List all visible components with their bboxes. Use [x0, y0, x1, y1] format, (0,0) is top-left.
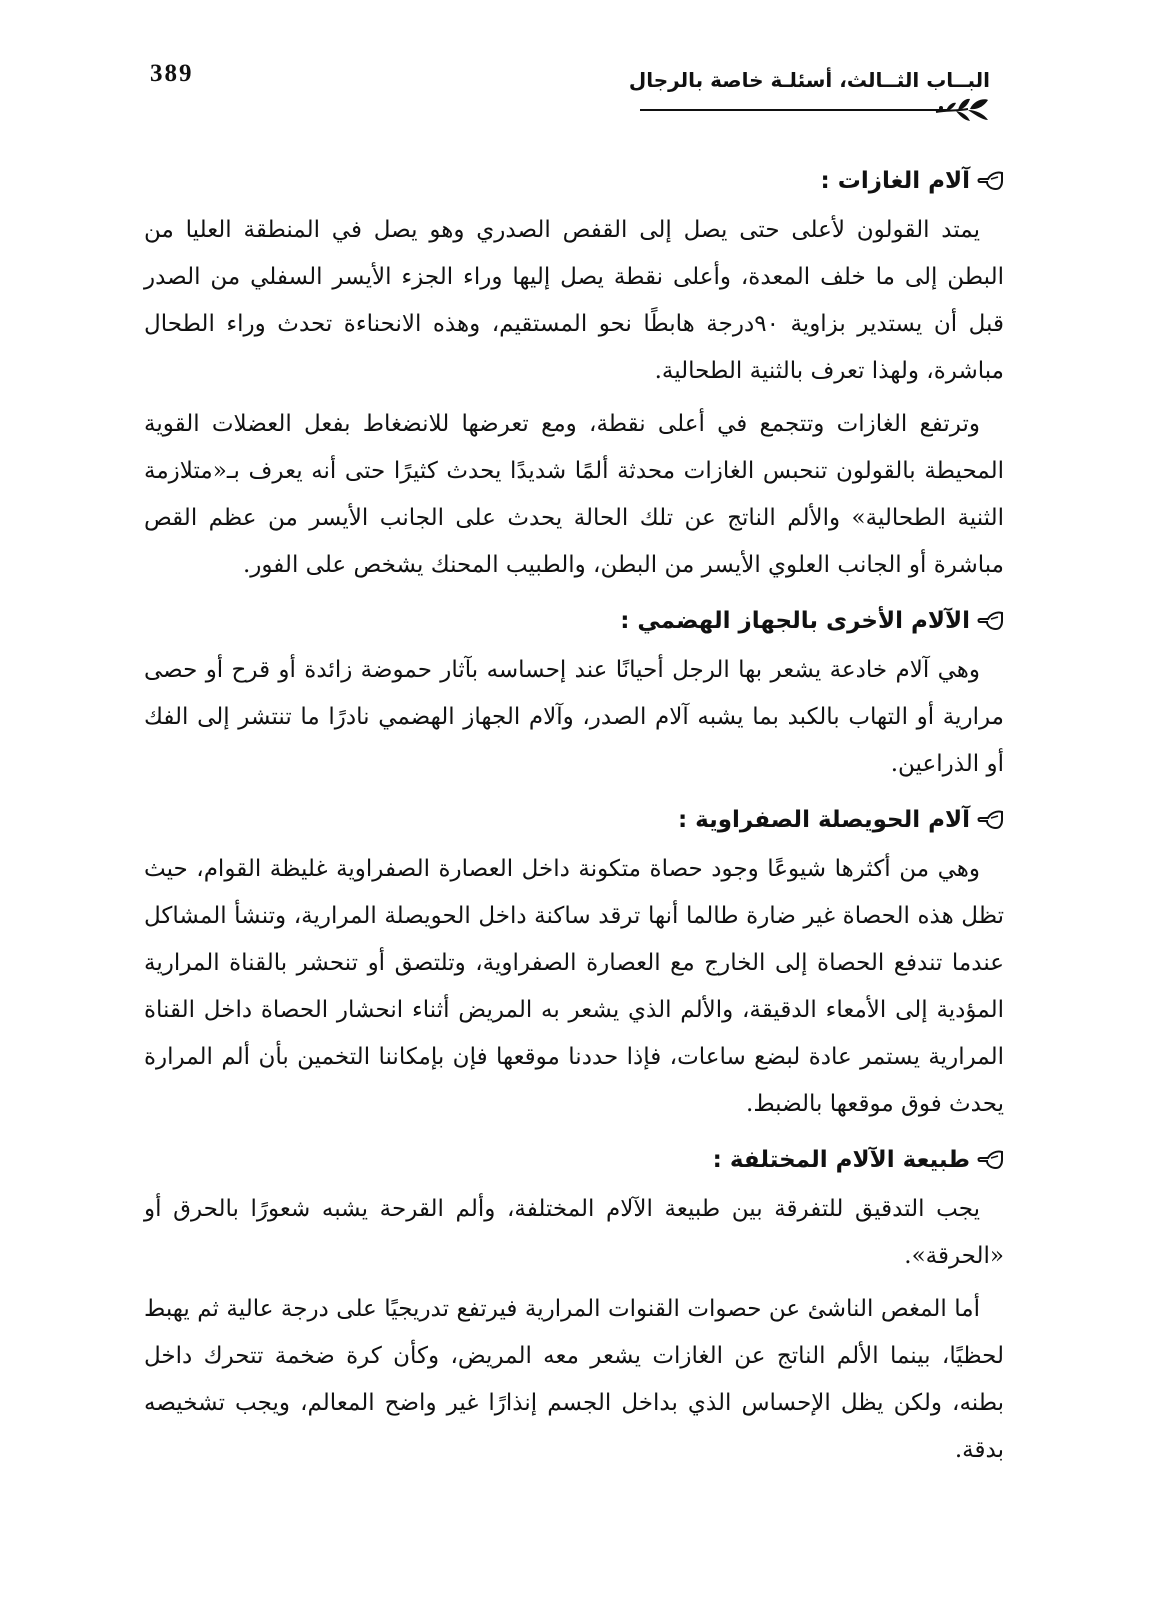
- section-heading-text: الآلام الأخرى بالجهاز الهضمي :: [620, 608, 970, 634]
- paragraph: أما المغص الناشئ عن حصوات القنوات المرارية فيرتفع تدريجيًا على درجة عالية ثم يهبط لحظيًا، بينما الألم الناتج عن الغازات يشعر معه المريض، وكأن كرة ضخمة تتحرك داخل بطنه، ولكن يظل الإحساس الذي بداخل الجسم إنذارًا غير واضح المعالم، ويجب تشخيصه بدقة.: [144, 1296, 1004, 1463]
- paragraph: وترتفع الغازات وتتجمع في أعلى نقطة، ومع تعرضها للانضغاط بفعل العضلات القوية المحيطة بالقولون تنحبس الغازات محدثة ألمًا شديدًا يحدث كثيرًا حتى أنه يعرف بـ«متلازمة الثنية الطحالية» والألم الناتج عن تلك الحالة يحدث على الجانب الأيسر من عظم القص مباشرة أو الجانب العلوي الأيسر من البطن، والطبيب المحنك يشخص على الفور.: [144, 411, 1004, 578]
- section-heading-gas-pain: [144, 155, 1004, 207]
- page-number: 389: [150, 60, 194, 87]
- leaf-ornament-icon: [934, 96, 990, 124]
- paragraph: يمتد القولون لأعلى حتى يصل إلى القفص الصدري وهو يصل في المنطقة العليا من البطن إلى ما خلف المعدة، وأعلى نقطة يصل إليها وراء الجزء الأيسر السفلي من الصدر قبل أن يستدير بزاوية ٩٠درجة هابطًا نحو المستقيم، وهذه الانحناءة تحدث وراء الطحال مباشرة، ولهذا تعرف بالثنية الطحالية.: [144, 217, 1004, 384]
- page-body: [144, 155, 1004, 1480]
- paragraph: يجب التدقيق للتفرقة بين طبيعة الآلام المختلفة، وألم القرحة يشبه شعورًا بالحرق أو «الحرقة».: [144, 1196, 1004, 1269]
- header-rule: [640, 109, 950, 111]
- hand-bullet-icon: [976, 808, 1004, 830]
- page-header: [150, 60, 990, 130]
- paragraph: وهي آلام خادعة يشعر بها الرجل أحيانًا عند إحساسه بآثار حموضة زائدة أو قرح أو حصى مرارية أو التهاب بالكبد بما يشبه آلام الصدر، وآلام الجهاز الهضمي نادرًا ما تنتشر إلى الفك أو الذراعين.: [144, 657, 1004, 777]
- section-heading-text: آلام الحويصلة الصفراوية :: [677, 807, 970, 833]
- hand-bullet-icon: [976, 609, 1004, 631]
- section-heading-text: آلام الغازات :: [820, 168, 970, 194]
- hand-bullet-icon: [976, 1148, 1004, 1170]
- hand-bullet-icon: [976, 169, 1004, 191]
- section-heading-digestive-pain: [144, 595, 1004, 647]
- running-title: البــاب الثــالث، أسئلـة خاصة بالرجال: [628, 68, 990, 92]
- section-heading-pain-nature: [144, 1134, 1004, 1186]
- paragraph: وهي من أكثرها شيوعًا وجود حصاة متكونة داخل العصارة الصفراوية غليظة القوام، حيث تظل هذه الحصاة غير ضارة طالما أنها ترقد ساكنة داخل الحويصلة المرارية، وتنشأ المشاكل عندما تندفع الحصاة إلى الخارج مع العصارة الصفراوية، وتلتصق أو تنحشر بالقناة المرارية المؤدية إلى الأمعاء الدقيقة، والألم الذي يشعر به المريض أثناء انحشار الحصاة داخل القناة المرارية يستمر عادة لبضع ساعات، فإذا حددنا موقعها فإن بإمكاننا التخمين بأن ألم المرارة يحدث فوق موقعها بالضبط.: [144, 856, 1004, 1117]
- section-heading-gallbladder-pain: [144, 794, 1004, 846]
- section-heading-text: طبيعة الآلام المختلفة :: [712, 1147, 970, 1173]
